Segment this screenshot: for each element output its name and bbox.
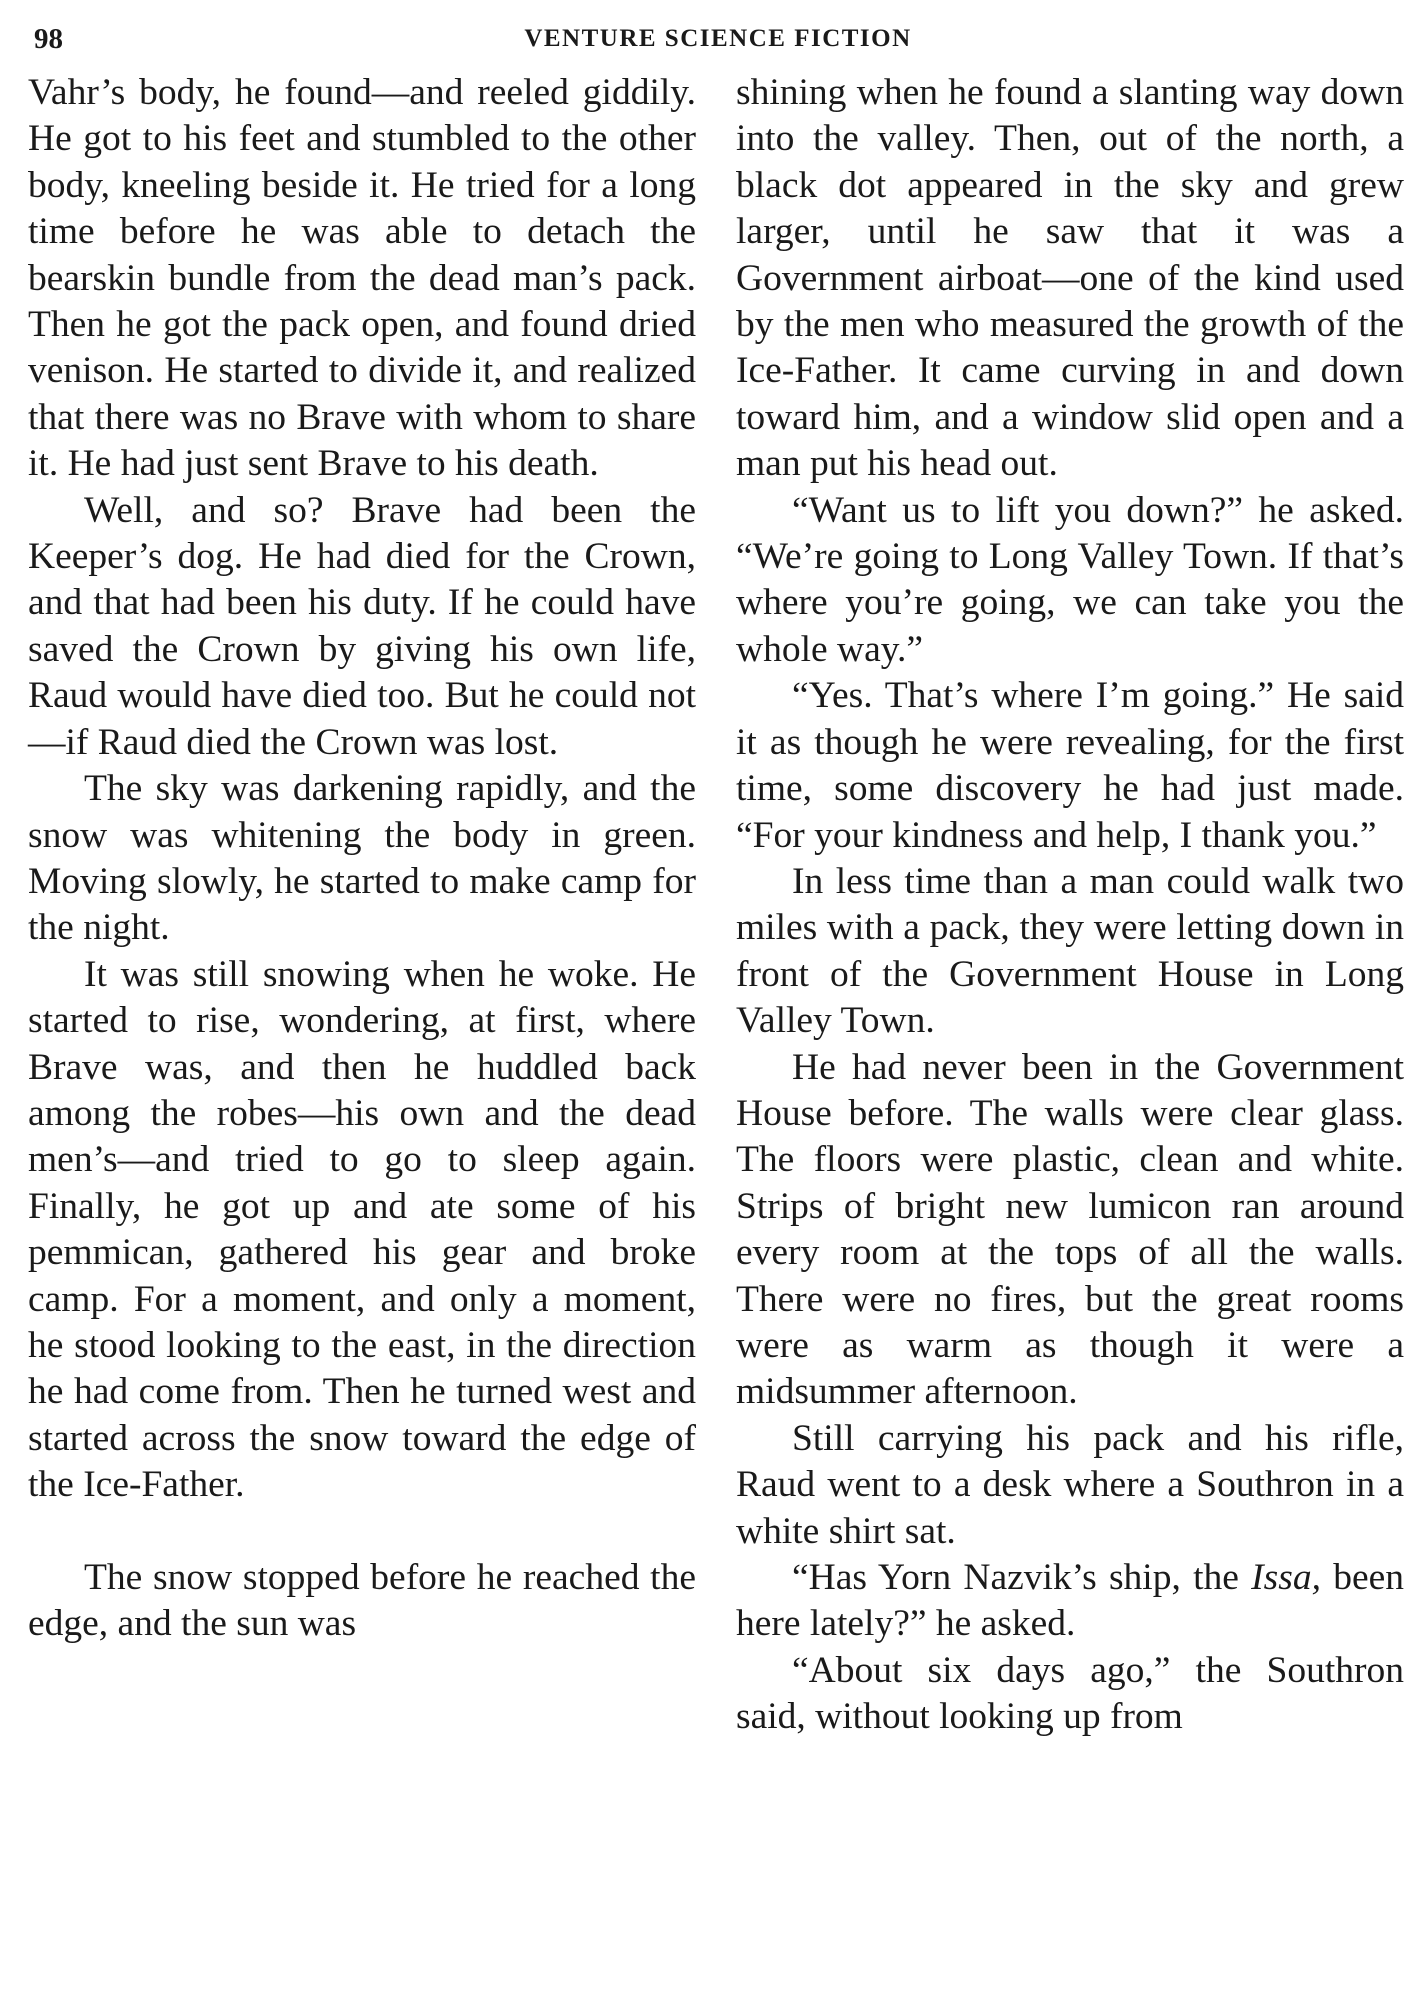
paragraph: It was still snowing when he woke. He started to rise, wondering, at first, where Brave was, and then he huddled back among the robes—his own and the dead men’s—and tried to go to sleep again. Finally, he got up and ate some of his pemmican, gathered his gear and broke camp. For a moment, and only a moment, he stood looking to the east, in the direction he had come from. Then he turned west and started across the snow toward the edge of the Ice-Father.	[28, 953, 696, 1506]
paragraph: He had never been in the Government House before. The walls were clear glass. The floors were plastic, clean and white. Strips of bright new lumicon ran around every room at the tops of all the walls. There were no fires, but the great rooms were as warm as though it were a midsummer afternoon.	[736, 1046, 1404, 1413]
paragraph: Still carrying his pack and his rifle, Raud went to a desk where a Southron in a white shirt sat.	[736, 1417, 1404, 1552]
paragraph	[736, 1555, 1404, 1648]
paragraph: “About six days ago,” the Southron said, without looking up from	[736, 1649, 1404, 1738]
paragraph: “Want us to lift you down?” he asked. “We’re going to Long Valley Town. If that’s where you’re going, we can take you the whole way.”	[736, 489, 1404, 670]
paragraph: The sky was darkening rapidly, and the snow was whitening the body in green. Moving slowly, he started to make camp for the night.	[28, 768, 696, 949]
page-number: 98	[34, 23, 63, 55]
paragraph: Well, and so? Brave had been the Keeper’s dog. He had died for the Crown, and that had been his duty. If he could have saved the Crown by giving his own life, Raud would have died too. But he could not—if Raud died the Crown was lost.	[28, 489, 696, 763]
paragraph: The snow stopped before he reached the edge, and the sun was	[28, 1556, 696, 1644]
ship-name: Issa,	[1251, 1557, 1321, 1598]
paragraph: In less time than a man could walk two miles with a pack, they were letting down in front of the Government House in Long Valley Town.	[736, 860, 1404, 1042]
paragraph: Vahr’s body, he found—and reeled giddily. He got to his feet and stumbled to the other body, kneeling beside it. He tried for a long time before he was able to detach the bearskin bundle from the dead man’s pack. Then he got the pack open, and found dried venison. He started to divide it, and realized that there was no Brave with whom to share it. He had just sent Brave to his death.	[28, 72, 696, 485]
paragraph-text: “Has Yorn Nazvik’s ship, the	[792, 1557, 1252, 1598]
right-column	[736, 70, 1404, 1741]
paragraph-text: been here lately?” he asked.	[736, 1557, 1404, 1645]
running-title: VENTURE SCIENCE FICTION	[524, 25, 912, 52]
page-header	[28, 14, 1408, 64]
paragraph: shining when he found a slanting way down into the valley. Then, out of the north, a black dot appeared in the sky and grew larger, until he saw that it was a Government airboat—one of the kind used by the men who measured the growth of the Ice-Father. It came curving in and down toward him, and a window slid open and a man put his head out.	[736, 72, 1404, 485]
left-column	[28, 70, 696, 1647]
paragraph: “Yes. That’s where I’m going.” He said it as though he were revealing, for the first time, some discovery he had just made. “For your kindness and help, I thank you.”	[736, 675, 1404, 856]
